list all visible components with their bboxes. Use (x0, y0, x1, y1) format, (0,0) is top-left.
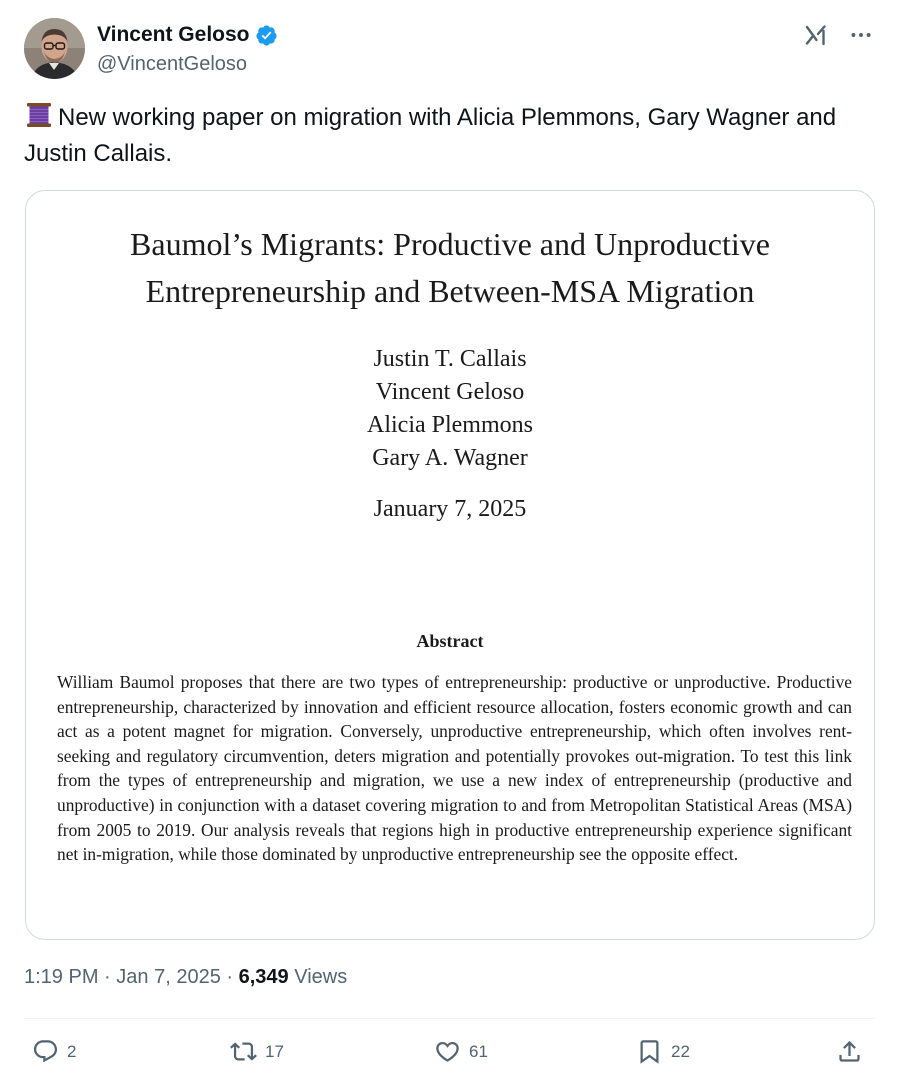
author-display-name[interactable]: Vincent Geloso (97, 23, 250, 46)
tweet-body: New working paper on migration with Alicia Plemmons, Gary Wagner and Justin Callais. (24, 104, 837, 167)
reply-count: 2 (67, 1041, 77, 1061)
bookmark-icon (636, 1038, 663, 1065)
header-actions (804, 22, 874, 48)
action-bar (24, 1038, 874, 1072)
media-image[interactable] (25, 190, 875, 940)
meta-separator: · (104, 966, 111, 988)
views-count: 6,349 (238, 966, 289, 988)
author-handle[interactable]: @VincentGeloso (97, 53, 248, 75)
repost-icon (230, 1038, 257, 1065)
paper-authors (26, 343, 874, 475)
like-button[interactable] (434, 1038, 488, 1065)
reply-button[interactable] (32, 1038, 76, 1065)
paper-author: Alicia Plemmons (367, 412, 533, 438)
meta-separator: · (226, 966, 234, 988)
tweet-date[interactable]: Jan 7, 2025 (116, 966, 221, 988)
tweet-meta (24, 966, 347, 989)
share-button[interactable] (836, 1038, 863, 1065)
repost-button[interactable] (230, 1038, 284, 1065)
share-icon (836, 1038, 863, 1065)
paper-title: Baumol’s Migrants: Productive and Unproductive Entrepreneurship and Between-MSA Migration (130, 226, 770, 309)
paper-author: Justin T. Callais (373, 346, 527, 372)
name-row (97, 22, 278, 48)
abstract-heading: Abstract (416, 631, 484, 651)
tweet-time[interactable]: 1:19 PM (24, 966, 99, 988)
bookmark-button[interactable] (636, 1038, 690, 1065)
grok-icon[interactable] (804, 23, 828, 47)
like-icon (434, 1038, 461, 1065)
more-icon[interactable] (848, 22, 874, 48)
thread-spool-icon (24, 100, 54, 130)
bookmark-count: 22 (671, 1041, 690, 1061)
author-block (97, 22, 278, 76)
paper-author: Vincent Geloso (375, 379, 525, 405)
tweet-text (24, 100, 874, 172)
tweet-header (24, 18, 874, 80)
like-count: 61 (469, 1041, 488, 1061)
divider (24, 1018, 874, 1019)
reply-icon (32, 1038, 59, 1065)
abstract-body: William Baumol proposes that there are two types of entrepreneurship: productive or unproductive. Productive entrepreneurship, characterized by innovation and efficient resource allocation, fosters economic growth and can act as a potent magnet for migration. Conversely, unproductive entrepreneurship, which often involves rent-seeking and regulatory circumvention, deters migration and potentially provokes out-migration. To test this link from the types of entrepreneurship and migration, we use a new index of entrepreneurship (productive and unproductive) in conjunction with a dataset covering migration to and from Metropolitan Statistical Areas (MSA) from 2005 to 2019. Our analysis reveals that regions high in productive entrepreneurship experience significant net in-migration, while those dominated by unproductive entrepreneurship see the opposite effect. (57, 672, 852, 865)
avatar[interactable] (24, 18, 85, 79)
paper-author: Gary A. Wagner (372, 445, 528, 471)
paper-page (26, 191, 874, 939)
verified-badge-icon[interactable] (255, 24, 278, 47)
views-label: Views (294, 966, 348, 988)
paper-date: January 7, 2025 (373, 496, 527, 522)
repost-count: 17 (265, 1041, 284, 1061)
